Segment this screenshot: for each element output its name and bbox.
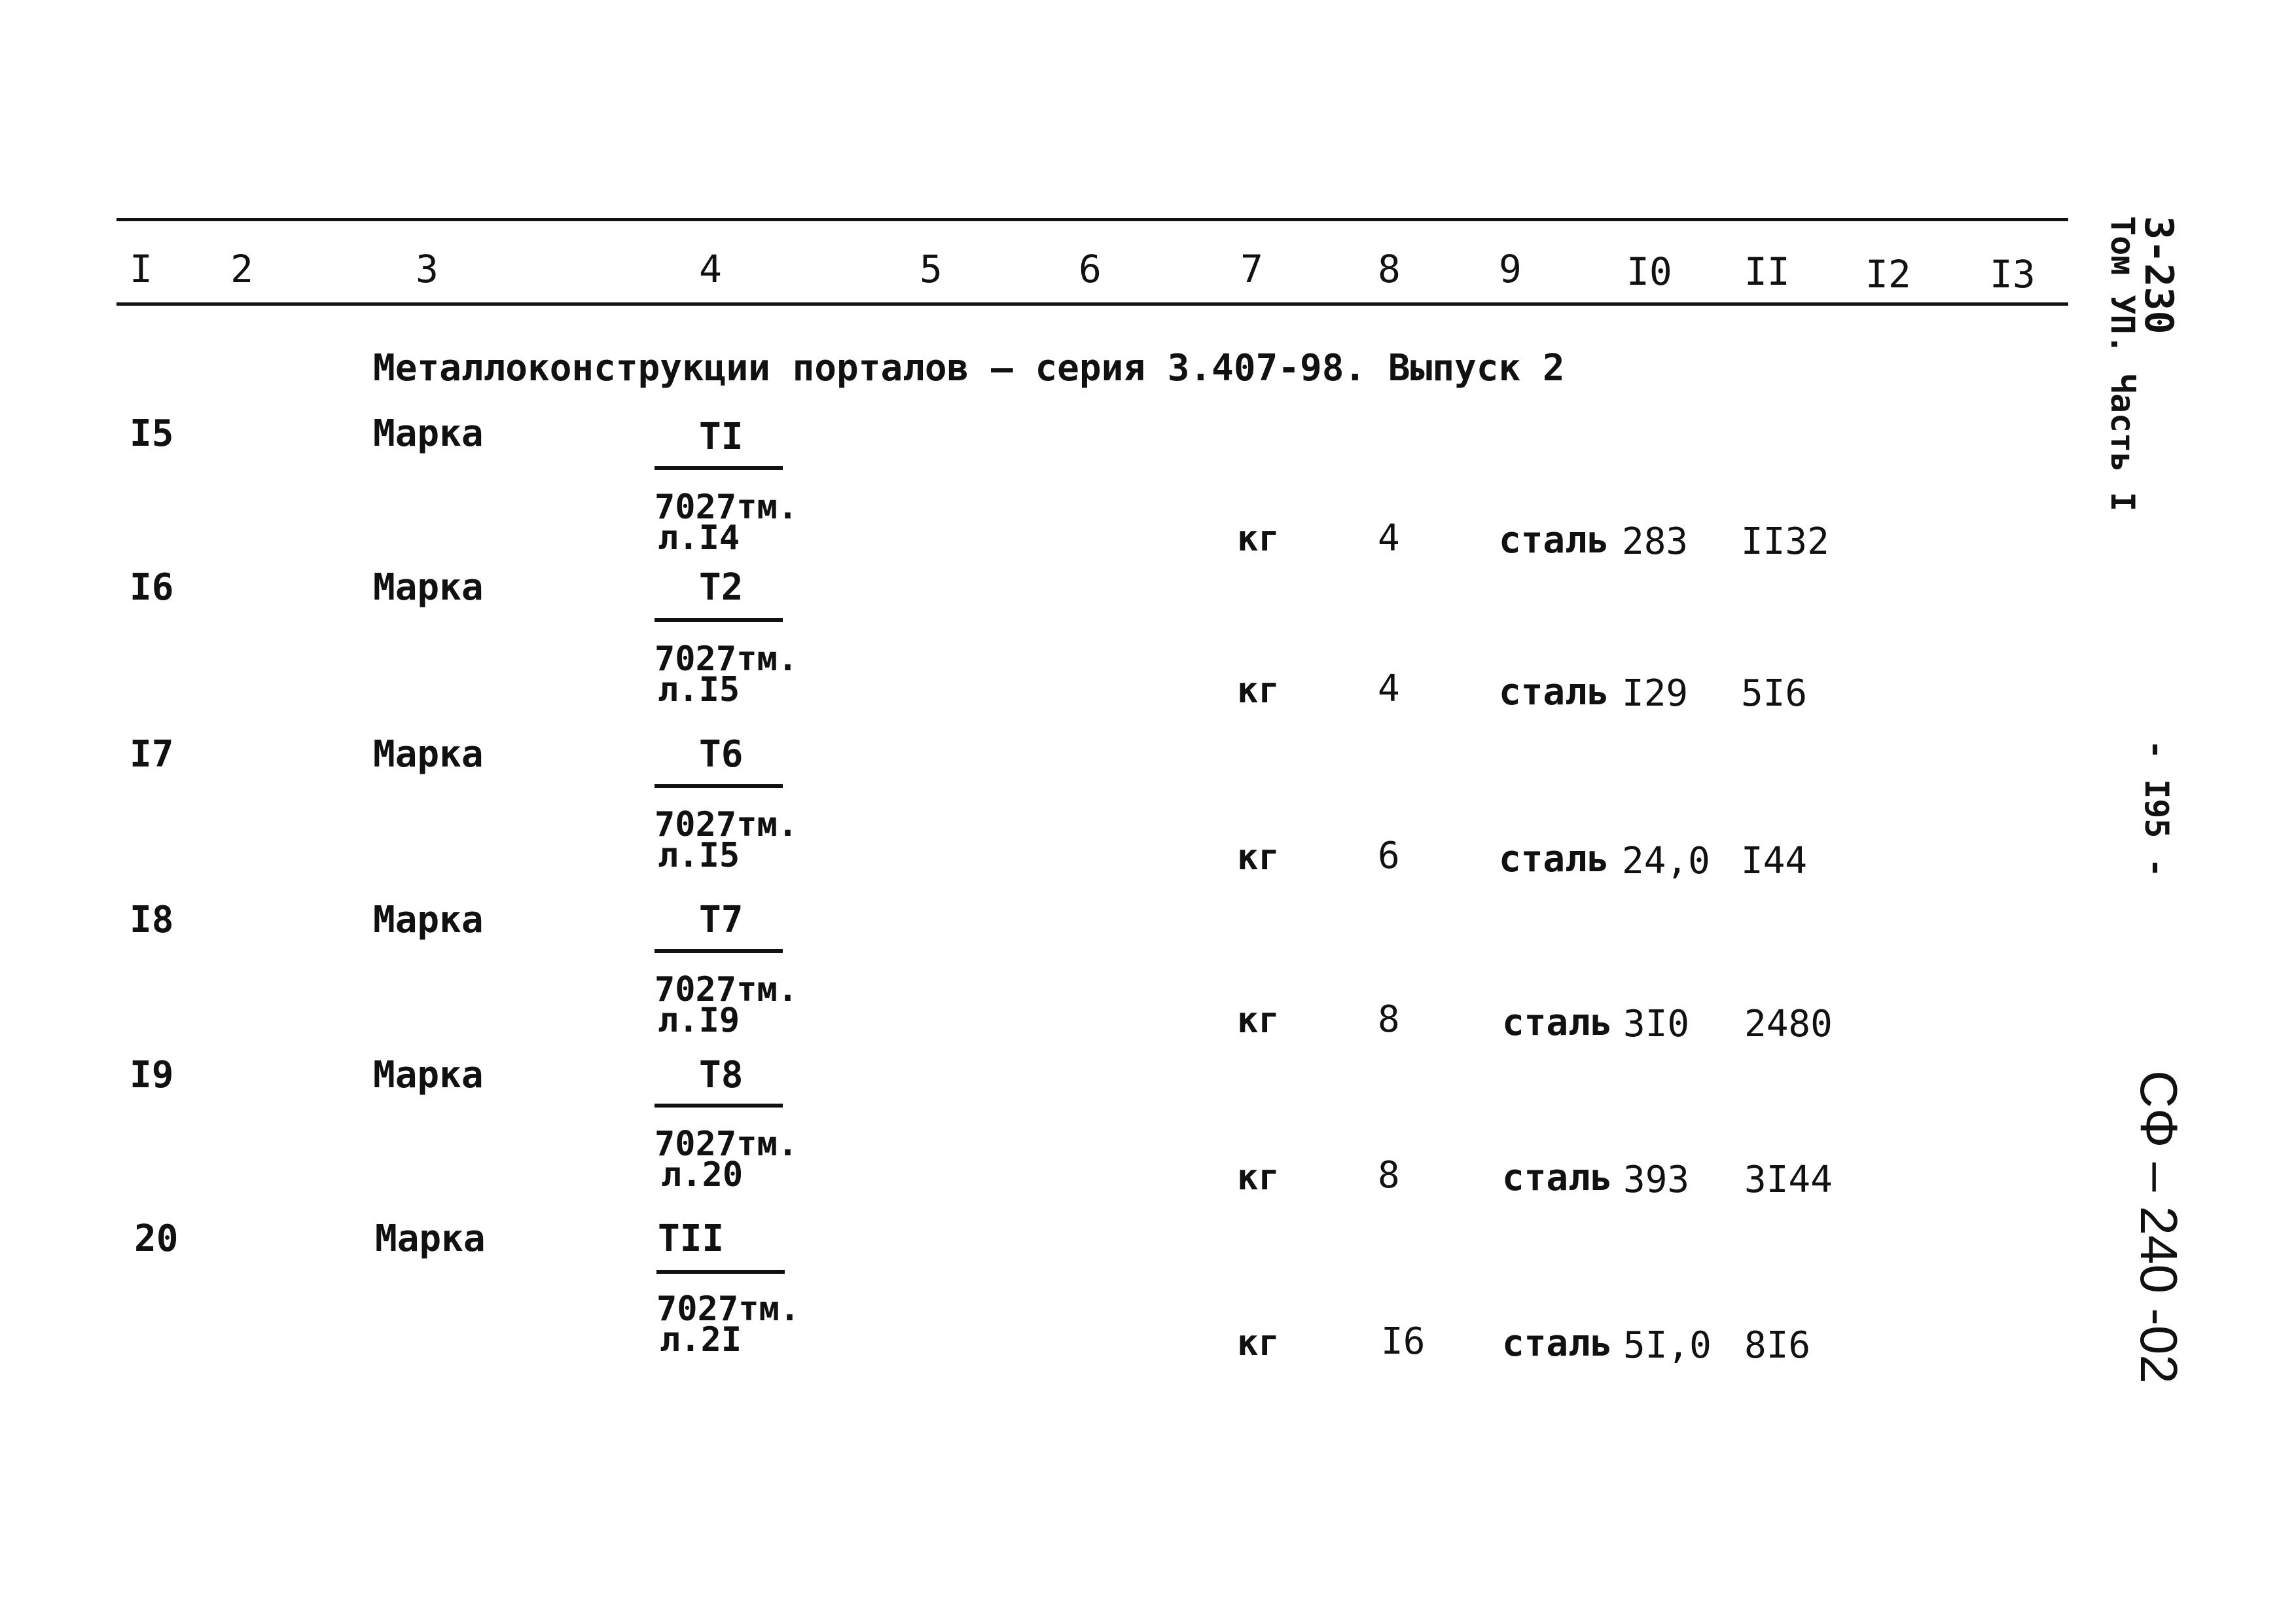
doc-ref-line2: л.20 [661, 1155, 744, 1195]
material: сталь [1502, 1001, 1613, 1044]
doc-ref-line1: 7027тм. [655, 805, 798, 844]
doc-ref-line2: л.I9 [658, 1001, 740, 1040]
unit-mass: I29 [1622, 672, 1689, 715]
material: сталь [1499, 671, 1609, 713]
total-mass: 3I44 [1744, 1159, 1833, 1201]
col-header-3: 3 [416, 247, 439, 291]
col-header-12: I2 [1865, 252, 1911, 297]
doc-ref-line2: л.I4 [658, 518, 740, 558]
quantity: 8 [1378, 998, 1400, 1041]
unit: кг [1237, 1322, 1280, 1363]
col-header-2: 2 [230, 247, 253, 291]
material: сталь [1499, 838, 1609, 880]
unit-mass: 283 [1622, 520, 1689, 563]
doc-ref-line1: 7027тм. [656, 1290, 800, 1329]
unit: кг [1237, 670, 1280, 711]
col-header-11: II [1744, 249, 1790, 294]
row-label: Марка [373, 733, 484, 776]
unit-mass: 5I,0 [1623, 1324, 1712, 1367]
total-mass: 2480 [1744, 1003, 1833, 1045]
quantity: 8 [1378, 1154, 1400, 1197]
total-mass: II32 [1741, 520, 1829, 563]
unit: кг [1237, 1157, 1280, 1198]
fraction-line [655, 466, 783, 470]
unit: кг [1237, 1000, 1280, 1041]
fraction-line [655, 949, 783, 953]
unit-mass: 24,0 [1622, 840, 1710, 882]
col-header-5: 5 [920, 247, 942, 291]
unit: кг [1237, 837, 1280, 878]
row-label: Марка [373, 412, 484, 455]
mark-code: T6 [699, 733, 744, 776]
row-number: I6 [130, 566, 174, 609]
fraction-line [655, 618, 783, 622]
row-label: Марка [373, 566, 484, 609]
margin-page-number: - I95 - [2138, 740, 2176, 878]
material: сталь [1502, 1322, 1613, 1365]
unit-mass: 393 [1623, 1159, 1690, 1201]
margin-series-code: 3-230 [2136, 216, 2181, 334]
quantity: 4 [1378, 517, 1400, 560]
col-header-10: I0 [1626, 249, 1672, 294]
mark-code: TII [658, 1218, 725, 1260]
doc-ref-line1: 7027тм. [655, 970, 798, 1009]
table-top-rule [117, 218, 2068, 221]
row-number: 20 [134, 1218, 179, 1260]
doc-ref-line1: 7027тм. [655, 1125, 798, 1164]
table-header-rule [117, 302, 2068, 306]
row-number: I8 [130, 899, 174, 941]
doc-ref-line1: 7027тм. [655, 488, 798, 527]
margin-volume-label: Том УП. Часть I [2104, 216, 2142, 512]
col-header-4: 4 [699, 247, 722, 291]
total-mass: I44 [1741, 840, 1808, 882]
fraction-line [655, 784, 783, 788]
section-title: Металлоконструкции порталов – серия 3.407-98. Выпуск 2 [373, 347, 1565, 389]
row-label: Марка [373, 1054, 484, 1096]
unit: кг [1237, 518, 1280, 559]
material: сталь [1502, 1157, 1613, 1199]
doc-ref-line2: л.I5 [658, 836, 740, 875]
total-mass: 8I6 [1744, 1324, 1811, 1367]
mark-code: T2 [699, 566, 744, 609]
doc-ref-line2: л.2I [660, 1320, 742, 1360]
quantity: 4 [1378, 668, 1400, 710]
mark-code: T7 [699, 899, 744, 941]
doc-ref-line1: 7027тм. [655, 640, 798, 679]
margin-document-stamp: СФ – 240 -02 [2130, 1070, 2188, 1384]
fraction-line [655, 1104, 783, 1108]
row-label: Марка [373, 899, 484, 941]
row-number: I5 [130, 412, 174, 455]
col-header-6: 6 [1079, 247, 1102, 291]
mark-code: T8 [699, 1054, 744, 1096]
total-mass: 5I6 [1741, 672, 1808, 715]
col-header-9: 9 [1499, 247, 1522, 291]
col-header-8: 8 [1378, 247, 1401, 291]
doc-ref-line2: л.I5 [658, 670, 740, 710]
unit-mass: 3I0 [1623, 1003, 1690, 1045]
material: сталь [1499, 519, 1609, 562]
col-header-13: I3 [1990, 252, 2036, 297]
quantity: I6 [1381, 1320, 1426, 1363]
mark-code: TI [699, 416, 744, 458]
quantity: 6 [1378, 835, 1400, 877]
row-label: Марка [375, 1218, 486, 1260]
col-header-1: I [130, 247, 152, 291]
row-number: I7 [130, 733, 174, 776]
row-number: I9 [130, 1054, 174, 1096]
col-header-7: 7 [1240, 247, 1263, 291]
fraction-line [656, 1270, 785, 1274]
